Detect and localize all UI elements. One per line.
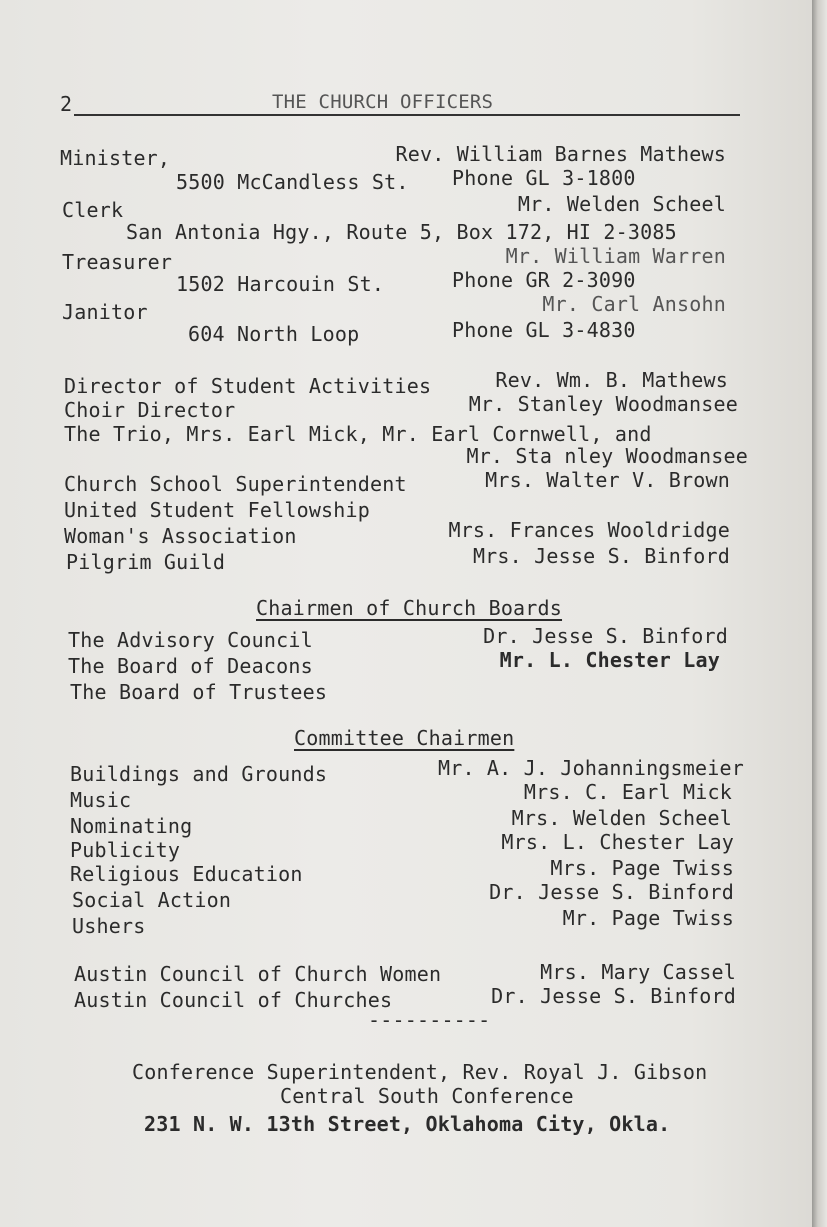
header-rule — [74, 114, 740, 116]
janitor-label: Janitor — [62, 300, 148, 324]
conference-line-1: Conference Superintendent, Rev. Royal J. Gibson — [132, 1060, 708, 1084]
clerk-name: Mr. Welden Scheel — [517, 192, 726, 216]
director-name: Rev. Wm. B. Mathews — [495, 368, 728, 392]
treasurer-phone: Phone GR 2-3090 — [452, 268, 636, 292]
social-name: Dr. Jesse S. Binford — [489, 880, 734, 904]
deacons-name: Mr. L. Chester Lay — [499, 648, 720, 672]
divider: ---------- — [368, 1008, 491, 1032]
music-name: Mrs. C. Earl Mick — [523, 780, 732, 804]
conference-line-3: 231 N. W. 13th Street, Oklahoma City, Okla. — [144, 1112, 671, 1136]
clerk-label: Clerk — [62, 198, 124, 222]
churches-council-label: Austin Council of Churches — [74, 988, 393, 1012]
janitor-name: Mr. Carl Ansohn — [542, 292, 726, 316]
page-number: 2 — [60, 92, 73, 116]
pilgrim-name: Mrs. Jesse S. Binford — [472, 544, 730, 568]
boards-heading: Chairmen of Church Boards — [256, 596, 563, 620]
nominating-name: Mrs. Welden Scheel — [511, 806, 732, 830]
music-label: Music — [70, 788, 132, 812]
ushers-label: Ushers — [72, 914, 146, 938]
janitor-phone: Phone GL 3-4830 — [452, 318, 636, 342]
treasurer-name: Mr. William Warren — [505, 244, 726, 268]
page-edge — [812, 0, 827, 1227]
director-label: Director of Student Activities — [64, 374, 432, 398]
nominating-label: Nominating — [70, 814, 193, 838]
buildings-name: Mr. A. J. Johanningsmeier — [437, 756, 744, 780]
religious-name: Mrs. Page Twiss — [550, 856, 734, 880]
school-label: Church School Superintendent — [64, 472, 407, 496]
clerk-address: San Antonia Hgy., Route 5, Box 172, HI 2-3085 — [126, 220, 677, 244]
school-name: Mrs. Walter V. Brown — [485, 468, 730, 492]
women-council-name: Mrs. Mary Cassel — [540, 960, 736, 984]
religious-label: Religious Education — [70, 862, 303, 886]
deacons-label: The Board of Deacons — [68, 654, 313, 678]
advisory-name: Dr. Jesse S. Binford — [483, 624, 728, 648]
minister-phone: Phone GL 3-1800 — [452, 166, 636, 190]
janitor-address: 604 North Loop — [188, 322, 360, 346]
pilgrim-label: Pilgrim Guild — [66, 550, 226, 574]
treasurer-address: 1502 Harcouin St. — [176, 272, 385, 296]
minister-label: Minister, — [60, 146, 171, 170]
buildings-label: Buildings and Grounds — [70, 762, 328, 786]
minister-address: 5500 McCandless St. — [176, 170, 409, 194]
committees-heading: Committee Chairmen — [294, 726, 515, 750]
ushers-name: Mr. Page Twiss — [562, 906, 734, 930]
minister-name: Rev. William Barnes Mathews — [395, 142, 726, 166]
churches-council-name: Dr. Jesse S. Binford — [491, 984, 736, 1008]
publicity-name: Mrs. L. Chester Lay — [501, 830, 734, 854]
woman-label: Woman's Association — [64, 524, 297, 548]
trio-line: The Trio, Mrs. Earl Mick, Mr. Earl Cornwell, and — [64, 422, 652, 446]
trustees-label: The Board of Trustees — [70, 680, 328, 704]
choir-label: Choir Director — [64, 398, 236, 422]
page-title: THE CHURCH OFFICERS — [272, 91, 494, 113]
fellowship-label: United Student Fellowship — [64, 498, 371, 522]
woman-name: Mrs. Frances Wooldridge — [448, 518, 730, 542]
publicity-label: Publicity — [70, 838, 181, 862]
treasurer-label: Treasurer — [62, 250, 173, 274]
trio-line-2: Mr. Sta nley Woodmansee — [466, 444, 748, 468]
advisory-label: The Advisory Council — [68, 628, 313, 652]
social-label: Social Action — [72, 888, 232, 912]
women-council-label: Austin Council of Church Women — [74, 962, 442, 986]
conference-line-2: Central South Conference — [280, 1084, 574, 1108]
choir-name: Mr. Stanley Woodmansee — [468, 392, 738, 416]
